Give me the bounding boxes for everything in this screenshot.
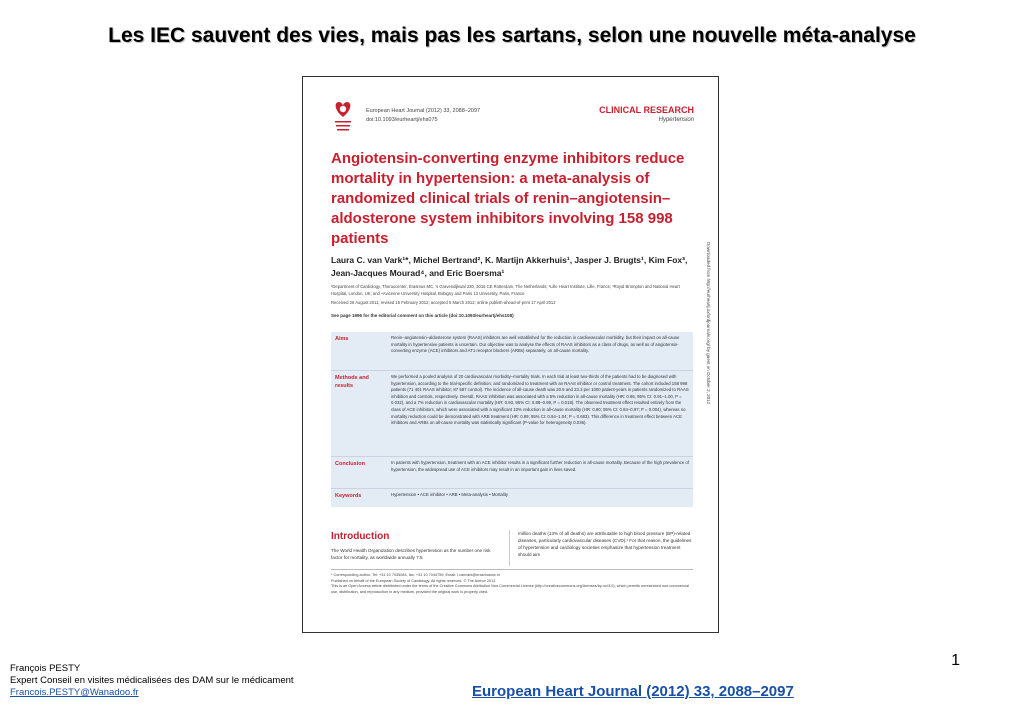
esc-logo-icon xyxy=(332,99,354,133)
footnotes xyxy=(331,573,693,595)
footnote-published: Published on behalf of the European Society of Cardiology. All rights reserved. © The Author 2012. xyxy=(331,578,497,583)
intro-column-right: million deaths (13% of all deaths) are attributable to high blood pressure (BP)-related diseases, particularly cardiovascular diseases (CVD).¹ For that reason, the guidelines of hypertension and cardiology societies emphasize that hypertension treatment should aim xyxy=(518,531,692,557)
intro-heading: Introduction xyxy=(331,531,390,542)
page-number: 1 xyxy=(951,652,960,669)
abstract-text: Hypertension • ACE inhibitor • ARB • Meta-analysis • Mortality xyxy=(391,492,509,497)
section-label: CLINICAL RESEARCH xyxy=(599,105,694,115)
citation-link[interactable]: European Heart Journal (2012) 33, 2088–2097 xyxy=(472,683,794,700)
footnote-corresponding: * Corresponding author. Tel: +31 10 7035084, fax: +31 10 7044759, Email: l.vanvark@erasmusmc.nl xyxy=(331,573,500,577)
paper-page-image xyxy=(302,76,719,633)
footnote-divider xyxy=(331,569,693,570)
paper-affiliations: ¹Department of Cardiology, Thoraxcenter, Erasmus MC, 's Gravendijkwal 230, 3015 CE Rotterdam, The Netherlands; ²Lille Heart Institute, Lille, France; ³Royal Brompton and National Heart Hospital, London, UK; and ⁴Avicenne University Hospital, Bobigny and Paris 13 University, Paris, France xyxy=(331,284,680,296)
journal-line-2: doi:10.1093/eurheartj/ehs075 xyxy=(366,117,438,123)
author-name: François PESTY xyxy=(10,663,81,674)
paper-received: Received 26 August 2011; revised 15 February 2012; accepted 5 March 2012; online publish-ahead-of-print 17 April 2012 xyxy=(331,300,556,305)
abstract-text: In patients with hypertension, treatment with an ACE inhibitor results in a significant further reduction in all-cause mortality. Because of the high prevalence of hypertension, the widespread use of ACE inhibitors may result in an important gain in lives saved. xyxy=(391,460,689,472)
abstract-text: We performed a pooled analysis of 20 cardiovascular morbidity–mortality trials. In each trial at least two-thirds of the patients had to be diagnosed with hypertension, according to the trial-specific definition, and randomized to treatment with an RAAS inhibitor or control treatment. The cohort included 158 998 patients (71 401 RAAS inhibitor; 87 597 control). The incidence of all-cause death was 20.9 and 23.3 per 1000 patient-years in patients randomized to RAAS inhibition and controls, respectively. Overall, RAAS inhibition was associated with a 5% reduction in all-cause mortality (HR: 0.95, 95% CI: 0.91–1.00, P = 0.032), and a 7% reduction in cardiovascular mortality (HR: 0.93, 95% CI: 0.88–0.99, P = 0.018). The observed treatment effect resulted entirely from the class of ACE inhibitors, which were associated with a significant 10% reduction in all-cause mortality (HR: 0.90; 95% CI: 0.84–0.97; P = 0.004), whereas no mortality reduction could be demonstrated with ARB treatment (HR: 0.99; 95% CI: 0.94–1.04; P = 0.683). This difference in treatment effect between ACE inhibitors and ARBs on all-cause mortality was statistically significant (P-value for heterogeneity 0.036). xyxy=(391,374,689,426)
paper-authors: Laura C. van Vark¹*, Michel Bertrand², K. Martijn Akkerhuis¹, Jasper J. Brugts¹, Kim Fox³, Jean-Jacques Mourad⁴, and Eric Boersma¹ xyxy=(331,255,688,278)
download-note: Downloaded from http://eurheartj.oxfordjournals.org/ by guest on October 2, 2012 xyxy=(706,242,711,405)
abstract-text: Renin–angiotensin–aldosterone system (RAAS) inhibitors are well established for the reduction in cardiovascular morbidity, but their impact on all-cause mortality in hypertensive patients is uncertain. Our objective was to analyse the effects of RAAS inhibitors as a class of drugs, as well as of angiotensin-converting enzyme (ACE) inhibitors and AT1 receptor blockers (ARBs) separately, on all-cause mortality. xyxy=(391,335,680,354)
journal-line-1: European Heart Journal (2012) 33, 2088–2097 xyxy=(366,108,481,114)
download-sidebar xyxy=(703,242,713,462)
slide-title: Les IEC sauvent des vies, mais pas les sartans, selon une nouvelle méta-analyse xyxy=(108,24,916,47)
column-divider xyxy=(509,530,510,566)
paper-title: Angiotensin-converting enzyme inhibitors reduce mortality in hypertension: a meta-analysis of randomized clinical trials of renin–angiotensin–aldosterone system inhibitors involving 158 998 patients xyxy=(331,150,685,247)
intro-column-left: The World Health Organization describes hypertension as the number one risk factor for mortality, as worldwide annually 7.5 xyxy=(331,548,491,560)
abstract-row-aims xyxy=(331,332,693,370)
abstract-label: Keywords xyxy=(335,493,362,499)
author-role: Expert Conseil en visites médicalisées des DAM sur le médicament xyxy=(10,675,294,686)
footnote-license: This is an Open Access article distributed under the terms of the Creative Commons Attribution Non-Commercial License (http://creativecommons.org/licenses/by-nc/3.0), which permits unrestricted non-commercial use, distribution, and reproduction in any medium, provided the original work is properly cited. xyxy=(331,584,689,594)
abstract-row-keywords xyxy=(331,488,693,508)
author-email-link[interactable]: Francois.PESTY@Wanadoo.fr xyxy=(10,687,139,698)
abstract-label: Conclusion xyxy=(335,461,365,467)
abstract-label: Methods and results xyxy=(335,375,369,389)
abstract-box xyxy=(331,332,693,507)
editorial-note: See page 1996 for the editorial comment on this article (doi:10.1093/eurheartj/ehs108) xyxy=(331,313,514,318)
subsection-label: Hypertension xyxy=(658,117,694,123)
abstract-label: Aims xyxy=(335,336,349,342)
abstract-row-conclusion xyxy=(331,456,693,489)
abstract-row-methods xyxy=(331,370,693,457)
journal-header xyxy=(366,107,480,125)
author-block xyxy=(10,663,294,699)
